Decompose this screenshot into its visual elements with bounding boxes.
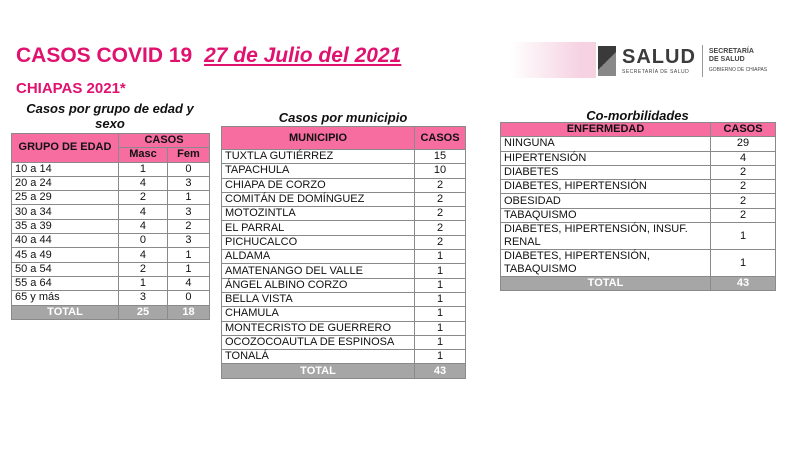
municipio-row-name: PICHUCALCO <box>222 235 415 249</box>
age-row <box>12 234 210 248</box>
comorb-row <box>501 151 776 165</box>
comorb-row-cases: 4 <box>711 151 776 165</box>
comorb-row-cases: 2 <box>711 208 776 222</box>
age-row <box>12 291 210 305</box>
age-row-group: 25 a 29 <box>12 191 119 205</box>
salud-emblem-icon <box>598 46 616 76</box>
age-row-female: 2 <box>167 219 209 233</box>
comorb-row-cases: 29 <box>711 137 776 151</box>
age-row-group: 35 a 39 <box>12 219 119 233</box>
age-row <box>12 191 210 205</box>
municipio-row <box>222 192 466 206</box>
age-row-male: 1 <box>119 276 168 290</box>
municipio-row-name: CHAMULA <box>222 307 415 321</box>
municipio-row-cases: 2 <box>415 192 466 206</box>
age-header-group: GRUPO DE EDAD <box>12 134 119 163</box>
age-row <box>12 219 210 233</box>
municipio-row-name: OCOZOCOAUTLA DE ESPINOSA <box>222 335 415 349</box>
age-row-female: 4 <box>167 276 209 290</box>
age-table-caption: Casos por grupo de edad y sexo <box>26 101 194 131</box>
municipio-row-name: CHIAPA DE CORZO <box>222 178 415 192</box>
municipio-row-cases: 10 <box>415 164 466 178</box>
municipio-row-cases: 1 <box>415 292 466 306</box>
age-row-group: 50 a 54 <box>12 262 119 276</box>
municipio-row-cases: 1 <box>415 335 466 349</box>
municipio-row-cases: 2 <box>415 221 466 235</box>
municipio-row-cases: 1 <box>415 278 466 292</box>
page-subtitle: CHIAPAS 2021* <box>16 80 126 97</box>
municipio-row <box>222 321 466 335</box>
age-total-male: 25 <box>119 305 168 319</box>
salud-logo <box>596 40 786 82</box>
comorb-row-name: DIABETES <box>501 165 711 179</box>
age-total-female: 18 <box>167 305 209 319</box>
age-row <box>12 262 210 276</box>
age-total-label: TOTAL <box>12 305 119 319</box>
municipio-row-cases: 15 <box>415 150 466 164</box>
age-row <box>12 276 210 290</box>
logo-brand: SALUD <box>622 46 696 68</box>
age-row-female: 0 <box>167 291 209 305</box>
municipio-row <box>222 164 466 178</box>
comorb-row-cases: 2 <box>711 180 776 194</box>
comorb-header-name: ENFERMEDAD <box>501 123 711 137</box>
age-row-group: 10 a 14 <box>12 162 119 176</box>
comorb-row <box>501 223 776 250</box>
municipio-row-name: COMITÁN DE DOMÍNGUEZ <box>222 192 415 206</box>
age-row-group: 30 a 34 <box>12 205 119 219</box>
municipio-row <box>222 250 466 264</box>
comorb-table <box>500 122 776 291</box>
comorb-row-cases: 2 <box>711 194 776 208</box>
municipio-row <box>222 278 466 292</box>
page-title <box>16 44 401 68</box>
municipio-row <box>222 292 466 306</box>
age-row-group: 65 y más <box>12 291 119 305</box>
age-row-male: 4 <box>119 176 168 190</box>
age-row-female: 0 <box>167 162 209 176</box>
municipio-row <box>222 235 466 249</box>
age-row <box>12 176 210 190</box>
age-row-female: 3 <box>167 176 209 190</box>
comorb-row-name: OBESIDAD <box>501 194 711 208</box>
comorb-row <box>501 137 776 151</box>
age-header-male: Masc <box>119 148 168 162</box>
age-row-group: 55 a 64 <box>12 276 119 290</box>
age-row-group: 20 a 24 <box>12 176 119 190</box>
comorb-row-cases: 1 <box>711 250 776 277</box>
comorb-row <box>501 165 776 179</box>
municipio-row <box>222 150 466 164</box>
age-row-female: 3 <box>167 234 209 248</box>
municipio-row <box>222 350 466 364</box>
logo-line-3: GOBIERNO DE CHIAPAS <box>708 67 768 73</box>
comorb-row <box>501 194 776 208</box>
age-row-female: 3 <box>167 205 209 219</box>
age-row-male: 4 <box>119 205 168 219</box>
age-row-female: 1 <box>167 191 209 205</box>
age-row-male: 4 <box>119 248 168 262</box>
age-header-female: Fem <box>167 148 209 162</box>
municipio-total-label: TOTAL <box>222 364 415 378</box>
logo-brand-sub: SECRETARÍA DE SALUD <box>622 69 690 75</box>
municipio-row-cases: 1 <box>415 307 466 321</box>
age-header-cases: CASOS <box>119 134 210 148</box>
logo-line-1: SECRETARÍA <box>708 48 754 55</box>
comorb-table-caption: Co-morbilidades <box>586 108 689 123</box>
comorb-row-cases: 2 <box>711 165 776 179</box>
age-row-group: 45 a 49 <box>12 248 119 262</box>
title-main: CASOS COVID 19 <box>16 44 193 67</box>
municipio-row-cases: 2 <box>415 235 466 249</box>
comorb-total-label: TOTAL <box>501 277 711 291</box>
age-row-male: 0 <box>119 234 168 248</box>
comorb-row-name: DIABETES, HIPERTENSIÓN, TABAQUISMO <box>501 250 711 277</box>
municipio-row-name: BELLA VISTA <box>222 292 415 306</box>
municipio-row-cases: 2 <box>415 207 466 221</box>
comorb-total-cases: 43 <box>711 277 776 291</box>
municipio-row-name: EL PARRAL <box>222 221 415 235</box>
municipio-row-cases: 1 <box>415 321 466 335</box>
age-row <box>12 248 210 262</box>
age-row-male: 1 <box>119 162 168 176</box>
comorb-header-cases: CASOS <box>711 123 776 137</box>
municipio-total-cases: 43 <box>415 364 466 378</box>
municipio-header-cases: CASOS <box>415 127 466 150</box>
age-row-male: 3 <box>119 291 168 305</box>
comorb-row-name: TABAQUISMO <box>501 208 711 222</box>
comorb-row <box>501 250 776 277</box>
comorb-row <box>501 180 776 194</box>
comorb-row-cases: 1 <box>711 223 776 250</box>
age-row <box>12 162 210 176</box>
comorb-row-name: NINGUNA <box>501 137 711 151</box>
comorb-row-name: DIABETES, HIPERTENSIÓN <box>501 180 711 194</box>
municipio-row <box>222 335 466 349</box>
municipio-row <box>222 221 466 235</box>
comorb-row <box>501 208 776 222</box>
municipio-row-cases: 1 <box>415 264 466 278</box>
municipio-table-caption: Casos por municipio <box>278 110 408 125</box>
municipio-row-name: ÁNGEL ALBINO CORZO <box>222 278 415 292</box>
municipio-row-name: TUXTLA GUTIÉRREZ <box>222 150 415 164</box>
logo-divider <box>702 45 703 77</box>
municipio-table <box>221 126 466 379</box>
municipio-row <box>222 264 466 278</box>
municipio-row-name: TONALÁ <box>222 350 415 364</box>
municipio-row-cases: 1 <box>415 350 466 364</box>
municipio-row-name: MOTOZINTLA <box>222 207 415 221</box>
age-row-female: 1 <box>167 262 209 276</box>
municipio-row <box>222 207 466 221</box>
municipio-row-cases: 2 <box>415 178 466 192</box>
age-row-male: 2 <box>119 191 168 205</box>
municipio-header-name: MUNICIPIO <box>222 127 415 150</box>
age-row-group: 40 a 44 <box>12 234 119 248</box>
age-row <box>12 205 210 219</box>
title-date: 27 de Julio del 2021 <box>204 44 402 67</box>
comorb-row-name: HIPERTENSIÓN <box>501 151 711 165</box>
age-row-male: 2 <box>119 262 168 276</box>
comorb-row-name: DIABETES, HIPERTENSIÓN, INSUF. RENAL <box>501 223 711 250</box>
age-table <box>11 133 210 320</box>
municipio-row-cases: 1 <box>415 250 466 264</box>
municipio-row-name: TAPACHULA <box>222 164 415 178</box>
age-row-female: 1 <box>167 248 209 262</box>
age-row-male: 4 <box>119 219 168 233</box>
municipio-row <box>222 178 466 192</box>
municipio-row-name: MONTECRISTO DE GUERRERO <box>222 321 415 335</box>
logo-line-2: DE SALUD <box>708 56 745 63</box>
municipio-row-name: AMATENANGO DEL VALLE <box>222 264 415 278</box>
municipio-row-name: ALDAMA <box>222 250 415 264</box>
municipio-row <box>222 307 466 321</box>
